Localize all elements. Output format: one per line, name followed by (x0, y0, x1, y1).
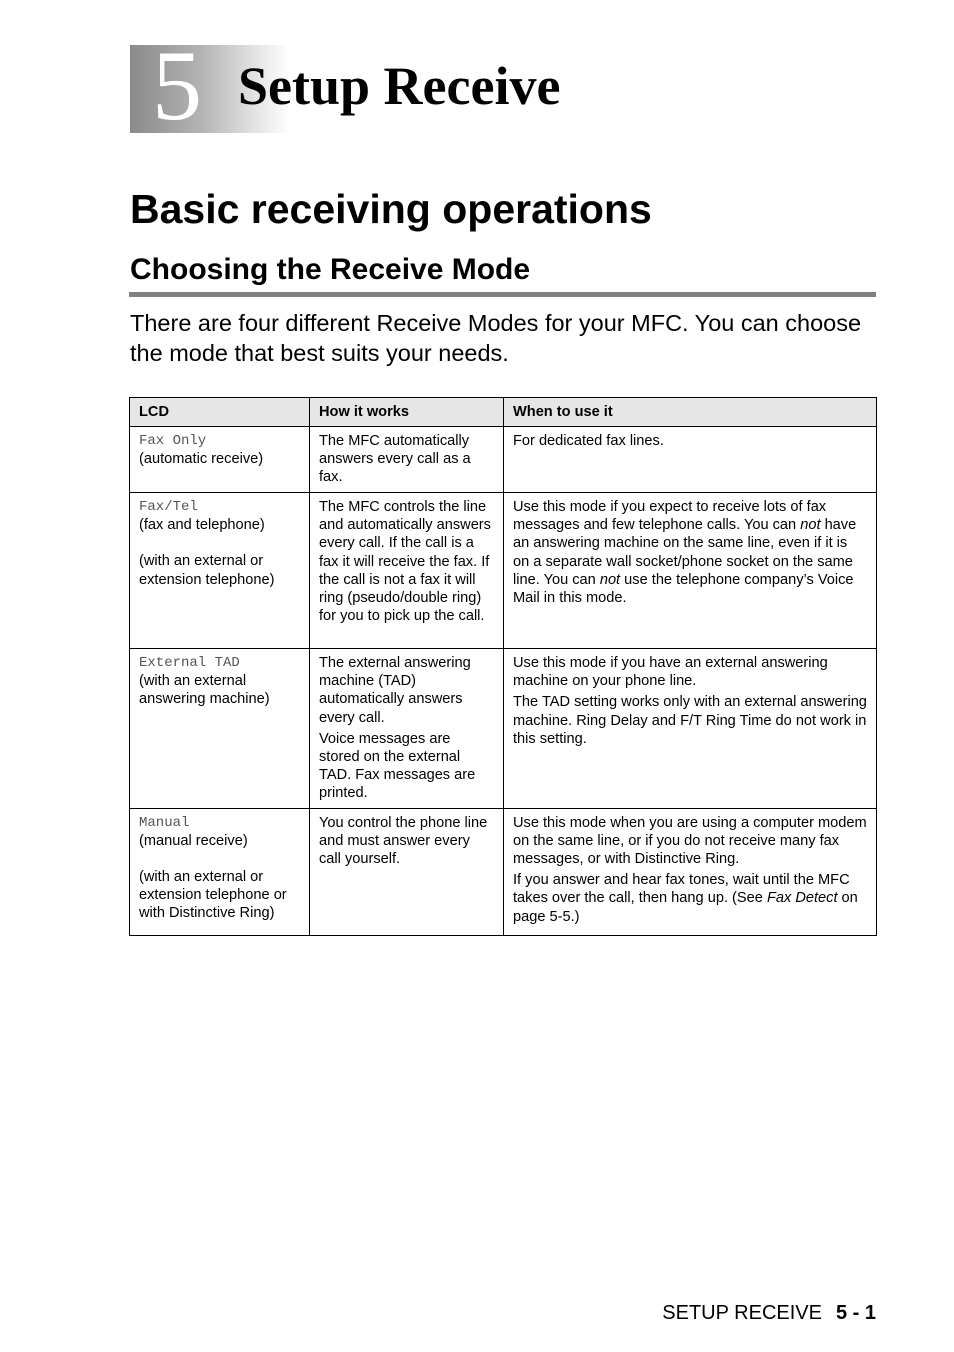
when-text-part: use the telephone company’s Voice Mail in this mode. (513, 571, 854, 607)
when-text-part: on page 5-5.) (513, 890, 858, 925)
when-text-part: Use this mode if you expect to receive lots of fax messages and few telephone calls. You can (513, 499, 827, 534)
when-text: The TAD setting works only with an external answering machine. Ring Delay and F/T Ring Time do not work in this setting. (513, 694, 867, 747)
header-how-it-works: How it works (310, 398, 504, 427)
lcd-mode-desc: (fax and telephone) (139, 517, 265, 534)
table-row (130, 808, 877, 935)
how-cell (310, 427, 504, 493)
cross-reference: Fax Detect (766, 890, 838, 907)
lcd-mode-note: (with an external or extension telephone) (139, 553, 275, 588)
emphasis-not: not (800, 517, 821, 534)
intro-paragraph: There are four different Receive Modes for your MFC. You can choose the mode that best suits your needs. (130, 310, 862, 366)
page-footer (662, 1301, 876, 1325)
when-text (513, 871, 867, 926)
lcd-mode-desc: (manual receive) (139, 832, 248, 849)
how-text: The external answering machine (TAD) automatically answers every call. (319, 655, 471, 726)
when-text: Use this mode if you have an external answering machine on your phone line. (513, 655, 828, 690)
lcd-cell (130, 649, 310, 809)
when-text-part: If you answer and hear fax tones, wait until the MFC takes over the call, then hang up. (See (513, 872, 850, 907)
lcd-mode-code: Manual (139, 814, 190, 831)
chapter-title: Setup Receive (238, 56, 561, 116)
table-row (130, 427, 877, 493)
lcd-cell (130, 427, 310, 493)
when-cell (504, 427, 877, 493)
when-cell (504, 493, 877, 649)
section-heading: Basic receiving operations (130, 186, 652, 232)
how-text: The MFC controls the line and automatically answers every call. If the call is a fax it will receive the fax. If the call is not a fax it will ring (pseudo/double ring) for you to pick up the call. (319, 499, 491, 625)
lcd-mode-code: Fax/Tel (139, 499, 198, 515)
footer-page-number: 5 - 1 (835, 1302, 876, 1324)
subsection-rule (129, 292, 876, 297)
chapter-number: 5 (152, 30, 202, 141)
when-text (513, 498, 867, 607)
header-when-to-use: When to use it (504, 398, 877, 427)
lcd-cell (130, 493, 310, 649)
table-row (130, 649, 877, 809)
when-cell (504, 649, 877, 809)
how-cell (310, 649, 504, 809)
subsection-heading: Choosing the Receive Mode (130, 253, 531, 286)
receive-modes-table (129, 397, 877, 936)
how-cell (310, 493, 504, 649)
how-text: The MFC automatically answers every call as a fax. (319, 433, 471, 486)
how-cell (310, 808, 504, 935)
how-text: Voice messages are stored on the external TAD. Fax messages are printed. (319, 730, 476, 802)
when-text-part: have an answering machine on the same line, even if it is on a separate wall socket/phone socket on the same line. You can (513, 517, 857, 588)
when-cell (504, 808, 877, 935)
lcd-cell (130, 808, 310, 935)
table-row (130, 493, 877, 649)
lcd-mode-code: Fax Only (139, 433, 207, 449)
lcd-mode-note: (with an external or extension telephone or with Distinctive Ring) (139, 869, 287, 922)
footer-section-name: SETUP RECEIVE (662, 1302, 822, 1324)
header-lcd: LCD (130, 398, 310, 427)
when-text: For dedicated fax lines. (513, 433, 664, 449)
emphasis-not: not (599, 571, 621, 588)
lcd-mode-code: External TAD (139, 655, 240, 671)
table-header-row (130, 398, 877, 427)
lcd-mode-desc: (automatic receive) (139, 451, 264, 468)
lcd-mode-desc: (with an external answering machine) (139, 673, 270, 708)
how-text: You control the phone line and must answer every call yourself. (319, 814, 488, 868)
when-text: Use this mode when you are using a computer modem on the same line, or if you do not receive many fax messages, or with Distinctive Ring. (513, 814, 867, 868)
